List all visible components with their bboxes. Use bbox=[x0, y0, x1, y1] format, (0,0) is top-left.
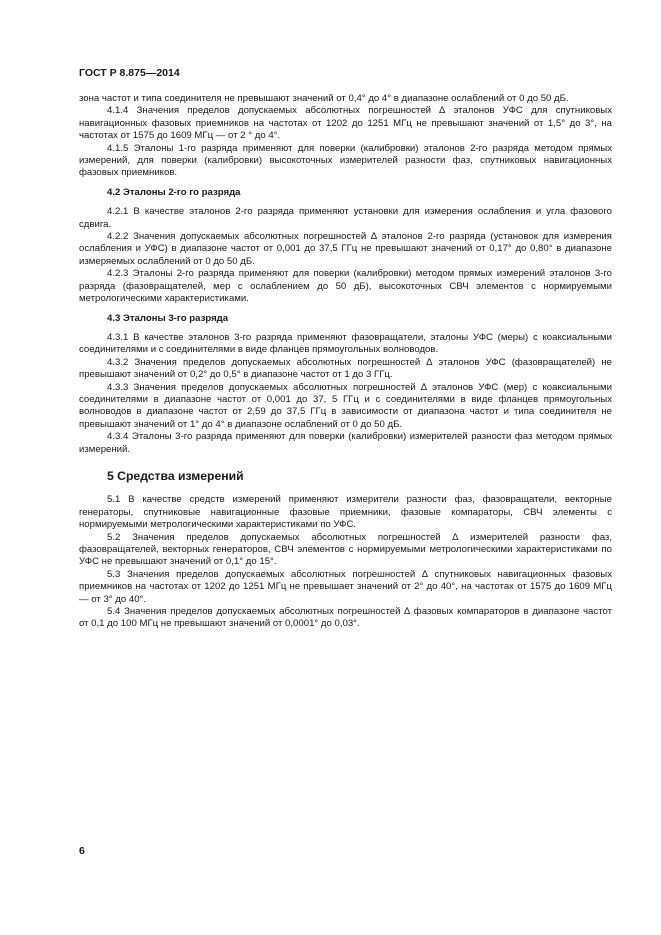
paragraph-4-2-2: 4.2.2 Значения допускаемых абсолютных погрешностей ∆ эталонов 2-го разряда (установок для измерения ослабления и УФС) в диапазоне частот от 0,001 до 37,5 ГГц не превышают значений от 0,17° до 0,80° в диапазоне измеряемых ослаблений от 0 до 50 дБ. bbox=[79, 231, 612, 267]
paragraph-continuation: зона частот и типа соединителя не превышают значений от 0,4° до 4° в диапазоне ослаблений от 0 до 50 дБ. bbox=[79, 93, 569, 104]
paragraph-5-3: 5.3 Значения пределов допускаемых абсолютных погрешностей ∆ спутниковых навигационных фазовых приемников на частотах от 1202 до 1251 МГц не превышает значений от 2° до 40°, на частотах от 1575 до 1609 МГц — от 3° до 40°. bbox=[79, 568, 612, 605]
page-number: 6 bbox=[79, 845, 85, 857]
section-heading-4-2: 4.2 Эталоны 2-го го разряда bbox=[107, 186, 241, 198]
paragraph-4-3-1: 4.3.1 В качестве эталонов 3-го разряда применяют фазовращатели, эталоны УФС (меры) с коаксиальными соединителями и с соединителями в виде фланцев прямоугольных волноводов. bbox=[79, 331, 612, 356]
paragraph-5-1: 5.1 В качестве средств измерений применяют измерители разности фаз, фазовращатели, векторные генераторы, спутниковые навигационные фазовые приемники, фазовые компараторы, СВЧ элементы с нормируемыми метрологическими характеристиками по УФС. bbox=[79, 494, 612, 531]
section-heading-5: 5 Средства измерений bbox=[107, 468, 244, 483]
paragraph-4-1-5: 4.1.5 Эталоны 1-го разряда применяют для поверки (калибровки) эталонов 2-го разряда методом прямых измерений, для поверки (калибровки) высокоточных измерителей разности фаз, спутниковых навигационных фазовых приемников. bbox=[79, 142, 612, 179]
paragraph-4-3-2: 4.3.2 Значения пределов допускаемых абсолютных погрешностей ∆ эталонов УФС (фазовращателей) не превышают значений от 0,2° до 0,5° в диапазоне частот от 1 до 3 ГГц. bbox=[79, 356, 612, 381]
section-heading-4-3: 4.3 Эталоны 3-го разряда bbox=[107, 312, 229, 324]
paragraph-5-2: 5.2 Значения пределов допускаемых абсолютных погрешностей ∆ измерителей разности фаз, фазовращателей, векторных генераторов, СВЧ элементов с нормируемыми метрологическими характеристиками по УФС не превышают значений от 0,1° до 15°. bbox=[79, 531, 612, 568]
paragraph-4-3-4: 4.3.4 Эталоны 3-го разряда применяют для поверки (калибровки) измерителей разности фаз методом прямых измерений. bbox=[79, 431, 612, 455]
paragraph-4-2-1: 4.2.1 В качестве эталонов 2-го разряда применяют установки для измерения ослабления и угла фазового сдвига. bbox=[79, 206, 612, 230]
document-body bbox=[79, 93, 612, 631]
document-header: ГОСТ Р 8.875—2014 bbox=[79, 67, 180, 79]
paragraph-4-3-3: 4.3.3 Значения пределов допускаемых абсолютных погрешностей ∆ эталонов УФС (мер) с коаксиальными соединителями в диапазоне частот от 0,001 до 37, 5 ГГц и с соединителями в виде фланцев прямоугольных волноводов в диапазоне частот от 2,59 до 37,5 ГГц в зависимости от диапазона частот и типа соединителя не превышают значений от 1° до 4° в диапазоне ослаблений от 0 до 50 дБ. bbox=[79, 381, 612, 430]
paragraph-4-1-4: 4.1.4 Значения пределов допускаемых абсолютных погрешностей ∆ эталонов УФС для спутниковых навигационных фазовых приемников на частотах от 1202 до 1251 МГц не превышают значений от 1,5° до 3°, на частотах от 1575 до 1609 МГц — от 2 ° до 4°. bbox=[79, 105, 612, 142]
paragraph-4-2-3: 4.2.3 Эталоны 2-го разряда применяют для поверки (калибровки) методом прямых измерений эталонов 3-го разряда (фазовращателей, мер с ослаблением до 50 дБ), высокоточных СВЧ элементов с нормируемыми метрологическими характеристиками. bbox=[79, 268, 612, 305]
paragraph-5-4: 5.4 Значения пределов допускаемых абсолютных погрешностей ∆ фазовых компараторов в диапазоне частот от 0,1 до 100 МГц не превышают значений от 0,0001° до 0,03°. bbox=[79, 606, 612, 630]
